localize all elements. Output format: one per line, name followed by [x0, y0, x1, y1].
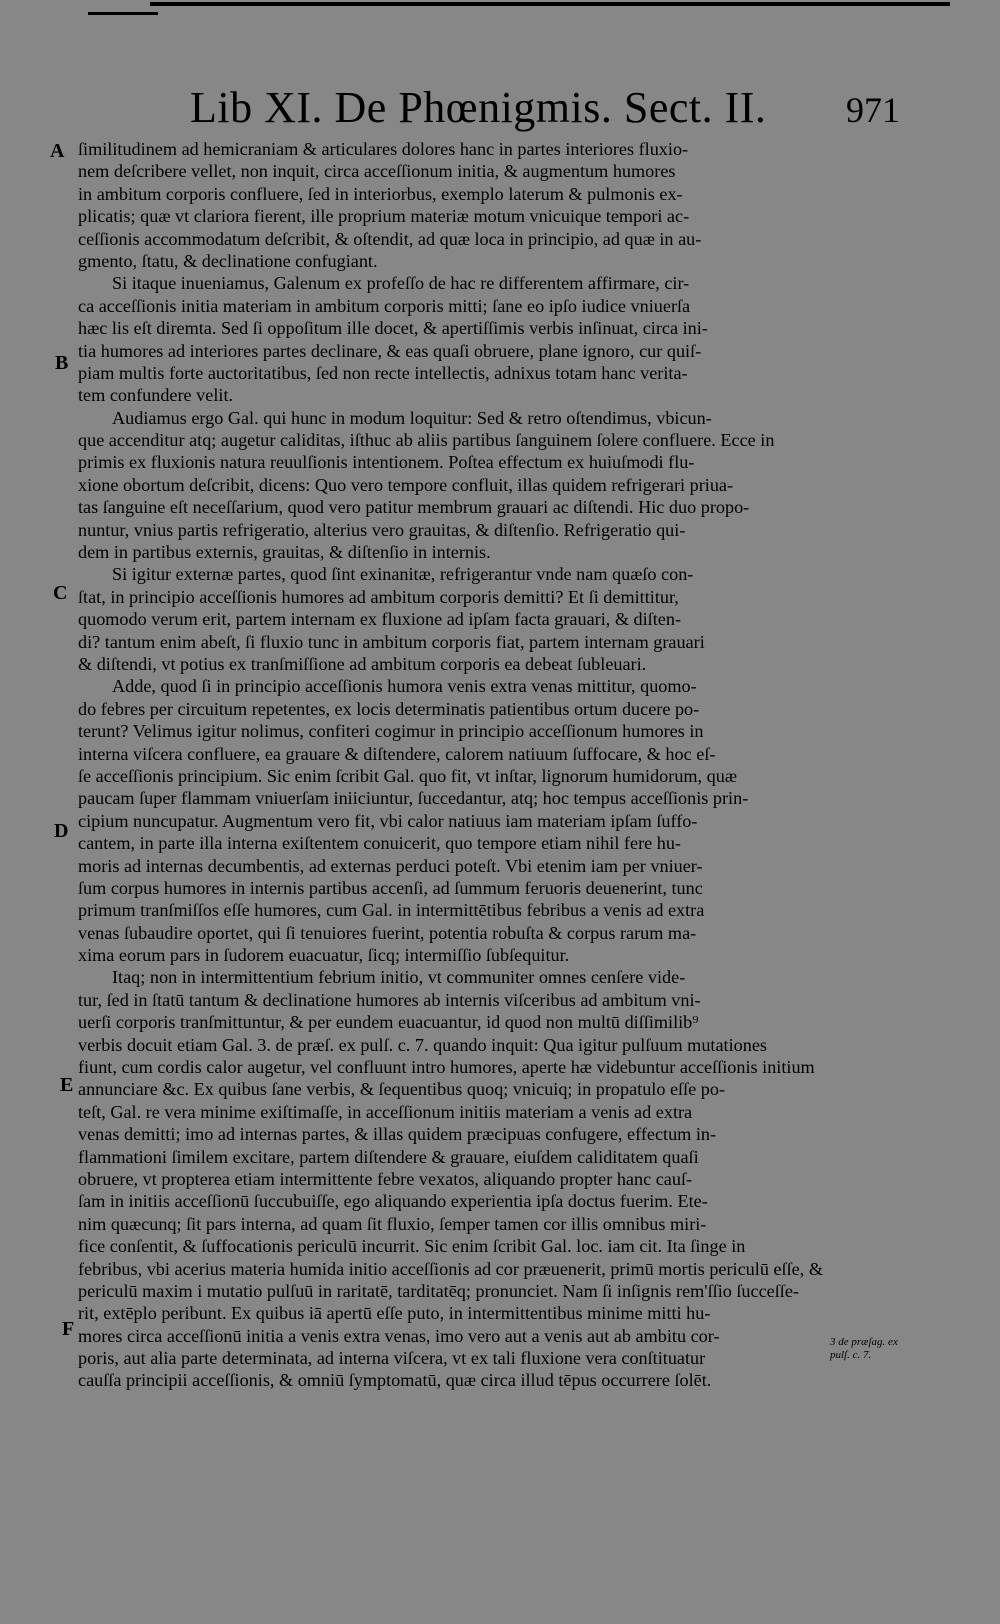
body-text: [78, 138, 830, 1392]
text-line: di? tantum enim abeſt, ſi fluxio tunc in ambitum corporis fiat, partem internam grauari: [78, 631, 705, 652]
text-line: periculū maxim i mutatio pulſuū in raritatē, tarditatēq; pronunciet. Nam ſi inſignis rem'ſſio ſucceſſe-: [78, 1280, 799, 1301]
text-line: tas ſanguine eſt neceſſarium, quod vero patitur membrum grauari ac diſtendi. Hic duo propo-: [78, 497, 750, 518]
text-line: terunt? Velimus igitur nolimus, confiteri cogimur in principio acceſſionum humores in: [78, 721, 704, 742]
text-line: in ambitum corporis confluere, ſed in interiorbus, exemplo laterum & pulmonis ex-: [78, 183, 683, 204]
text-line: fiunt, cum cordis calor augetur, vel confluunt intro humores, aperte hæ videbuntur acceſſionis initium: [78, 1057, 815, 1078]
margin-letter-f: F: [62, 1318, 75, 1340]
text-line: ceſſionis accommodatum deſcribit, & oſtendit, ad quæ loca in principio, ad quæ in au-: [78, 228, 702, 249]
text-line: xima eorum pars in ſudorem euacuatur, ſicq; intermiſſio ſubſequitur.: [78, 945, 570, 966]
margin-letter-d: D: [54, 820, 69, 842]
text-line: flammationi ſimilem excitare, partem diſtendere & grauare, eiuſdem caliditatem quaſi: [78, 1146, 699, 1167]
text-line: ſum corpus humores in internis partibus accenſi, ad ſummum feruoris deuenerint, tunc: [78, 877, 703, 898]
text-line: febribus, vbi acerius materia humida initio acceſſionis ad cor præuenerit, primū mortis periculū eſſe, &: [78, 1258, 823, 1279]
text-line: fice conſentit, & ſuffocationis periculū incurrit. Sic enim ſcribit Gal. loc. iam cit. Ita ſinge in: [78, 1236, 746, 1257]
margin-letter-b: B: [55, 352, 69, 374]
text-line: uerſi corporis tranſmittuntur, & per eundem euacuantur, id quod non multū diſſimilib⁹: [78, 1012, 699, 1033]
text-line: verbis docuit etiam Gal. 3. de præſ. ex pulſ. c. 7. quando inquit: Qua igitur pulſuum mutationes: [78, 1034, 767, 1055]
text-line: quomodo verum erit, partem internam ex fluxione ad ipſam facta grauari, & diſten-: [78, 609, 682, 630]
text-line: moris ad internas decumbentis, ad externas perduci poteſt. Vbi etenim iam per vniuer-: [78, 855, 703, 876]
margin-note: 3 de præſag. ex pulſ. c. 7.: [830, 1336, 898, 1361]
page-number: 971: [846, 90, 900, 130]
text-line: piam multis forte auctoritatibus, ſed non recte intellectis, adnixus totam hanc verita-: [78, 362, 688, 383]
text-line: obruere, vt propterea etiam intermittente febre vexatos, aliquando propter hanc cauſ-: [78, 1168, 693, 1189]
text-line: ſtat, in principio acceſſionis humores ad ambitum corporis demitti? Et ſi demittitur,: [78, 586, 679, 607]
text-line: tia humores ad interiores partes declinare, & eas quaſi obruere, plane ignoro, cur quiſ-: [78, 340, 702, 361]
text-line: nuntur, vnius partis refrigeratio, alterius vero grauitas, & diſtenſio. Refrigeratio qui-: [78, 519, 686, 540]
running-header: [190, 80, 910, 140]
margin-letter-a: A: [50, 140, 65, 162]
text-line: ſimilitudinem ad hemicraniam & articulares dolores hanc in partes interiores fluxio-: [78, 139, 689, 159]
text-line: do febres per circuitum repetentes, ex locis determinatis patientibus ortum ducere po-: [78, 698, 700, 719]
text-line: ſam in initiis acceſſionū ſuccubuiſſe, ego aliquando experientia ipſa doctus fuerim. Ete-: [78, 1191, 708, 1212]
text-line: interna viſcera confluere, ea grauare & diſtendere, calorem natiuum ſuffocare, & hoc eſ-: [78, 743, 716, 764]
text-line: Si igitur externæ partes, quod ſint exinanitæ, refrigerantur vnde nam quæſo con-: [112, 564, 694, 585]
text-line: poris, aut alia parte determinata, ad interna viſcera, vt ex tali fluxione vera conſtituatur: [78, 1348, 706, 1369]
text-line: paucam ſuper flammam vniuerſam iniiciuntur, ſuccedantur, atq; hoc tempus acceſſionis prin-: [78, 788, 749, 809]
text-line: Si itaque inueniamus, Galenum ex profeſſo de hac re differentem affirmare, cir-: [112, 273, 690, 294]
text-line: ſe acceſſionis principium. Sic enim ſcribit Gal. quo fit, vt inſtar, lignorum humidorum, quæ: [78, 765, 737, 786]
text-line: cantem, in parte illa interna exiſtentem conuicerit, quo tempore etiam nihil fere hu-: [78, 833, 681, 854]
running-title: Lib XI. De Phœnigmis. Sect. II.: [190, 83, 767, 132]
text-line: primis ex fluxionis natura reuulſionis intentionem. Poſtea effectum ex huiuſmodi flu-: [78, 452, 695, 473]
text-line: Adde, quod ſi in principio acceſſionis humora venis extra venas mittitur, quomo-: [112, 676, 697, 697]
text-line: rit, extēplo peribunt. Ex quibus iā apertū eſſe puto, in intermittentibus minime mitti hu-: [78, 1303, 711, 1324]
text-line: dem in partibus externis, grauitas, & diſtenſio in internis.: [78, 542, 491, 563]
text-line: xione obortum deſcribit, dicens: Quo vero tempore confluit, illas quidem refrigerari priua-: [78, 474, 734, 495]
top-rule-left: [88, 12, 158, 15]
text-line: cauſſa principii acceſſionis, & omniū ſymptomatū, quæ circa illud tēpus occurrere ſolēt.: [78, 1370, 712, 1391]
text-line: nim quæcunq; ſit pars interna, ad quam ſit fluxio, ſemper tamen cor illis omnibus miri-: [78, 1213, 707, 1234]
text-line: venas demitti; imo ad internas partes, & illas quidem præcipuas confugere, effectum in-: [78, 1124, 717, 1145]
text-line: Audiamus ergo Gal. qui hunc in modum loquitur: Sed & retro oſtendimus, vbicun-: [112, 407, 712, 428]
text-line: plicatis; quæ vt clariora fierent, ille proprium materiæ motum vnicuique tempori ac-: [78, 206, 690, 227]
text-line: annunciare &c. Ex quibus ſane verbis, & ſequentibus quoq; vnicuiq; in propatulo eſſe po-: [78, 1079, 726, 1100]
text-line: tur, ſed in ſtatū tantum & declinatione humores ab internis viſceribus ad ambitum vni-: [78, 989, 701, 1010]
top-rule: [150, 2, 950, 6]
text-line: primum tranſmiſſos eſſe humores, cum Gal. in intermittētibus febribus a venis ad extra: [78, 900, 705, 921]
text-line: & diſtendi, vt potius ex tranſmiſſione ad ambitum corporis ea debeat ſubleuari.: [78, 653, 647, 674]
text-line: venas ſubaudire oportet, qui ſi tenuiores fuerint, potentia robuſta & corpus rarum ma-: [78, 922, 697, 943]
text-line: gmento, ſtatu, & declinatione confugiant.: [78, 250, 378, 271]
margin-letter-c: C: [53, 582, 68, 604]
text-line: Itaq; non in intermittentium febrium initio, vt communiter omnes cenſere vide-: [112, 967, 686, 988]
text-line: ca acceſſionis initia materiam in ambitum corporis mitti; ſane eo ipſo iudice vniuerſa: [78, 295, 691, 316]
text-line: cipium nuncupatur. Augmentum vero fit, vbi calor natiuus iam materiam ipſam ſuffo-: [78, 810, 698, 831]
text-line: nem deſcribere vellet, non inquit, circa acceſſionum initia, & augmentum humores: [78, 161, 676, 182]
text-line: que accenditur atq; augetur caliditas, iſthuc ab aliis partibus ſanguinem ſolere confluere. Ecce in: [78, 430, 775, 451]
text-line: mores circa acceſſionū initia a venis extra venas, imo vero aut a venis aut ab ambitu cor-: [78, 1325, 720, 1346]
text-line: teſt, Gal. re vera minime exiſtimaſſe, in acceſſionum initiis materiam a venis ad extra: [78, 1101, 693, 1122]
text-line: tem confundere velit.: [78, 385, 234, 406]
margin-letter-e: E: [60, 1074, 74, 1096]
text-line: hæc lis eſt diremta. Sed ſi oppoſitum ille docet, & apertiſſimis verbis inſinuat, circa ini-: [78, 318, 708, 339]
